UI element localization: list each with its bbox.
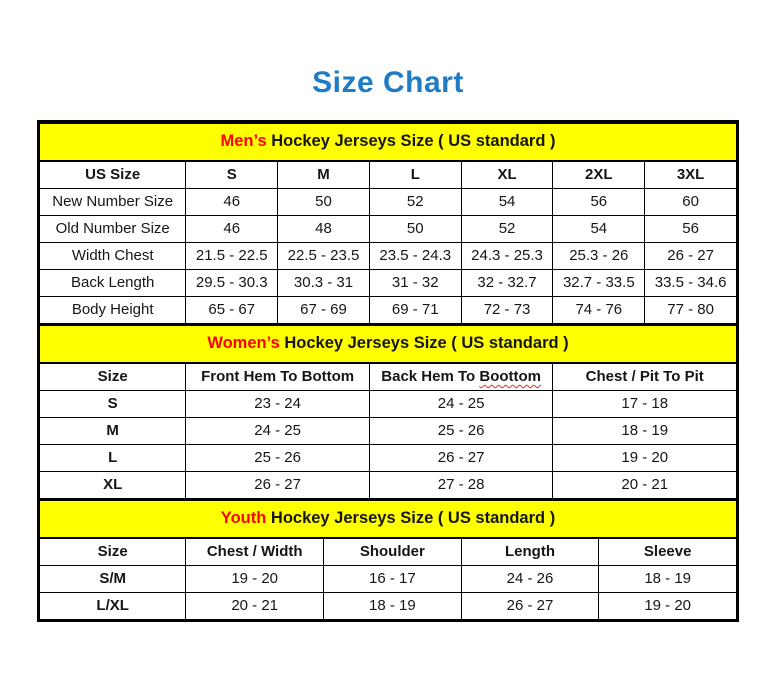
mens-header-row [40, 161, 737, 189]
column-header: XL [461, 161, 553, 189]
size-value-cell: 24 - 25 [186, 418, 370, 445]
size-value-cell: 69 - 71 [369, 297, 461, 324]
table-row [40, 593, 737, 620]
size-value-cell: 23 - 24 [186, 391, 370, 418]
table-row [40, 472, 737, 499]
column-header: 3XL [645, 161, 737, 189]
size-value-cell: 26 - 27 [186, 472, 370, 499]
size-value-cell: 18 - 19 [599, 566, 737, 593]
table-row [40, 445, 737, 472]
size-value-cell: 20 - 21 [186, 593, 324, 620]
mens-section-banner [40, 123, 737, 161]
size-value-cell: 16 - 17 [324, 566, 462, 593]
banner-highlight: Youth [220, 509, 267, 528]
column-header: Size [40, 363, 186, 391]
column-header [369, 363, 553, 391]
banner-text: Hockey Jerseys Size ( US standard ) [266, 509, 556, 528]
size-value-cell: 25 - 26 [186, 445, 370, 472]
column-header: S [186, 161, 278, 189]
size-value-cell: 25.3 - 26 [553, 243, 645, 270]
size-value-cell: 54 [553, 216, 645, 243]
banner-highlight: Men’s [220, 132, 267, 151]
table-row [40, 189, 737, 216]
womens-banner-row [40, 325, 737, 363]
row-label: Width Chest [40, 243, 186, 270]
mens-size-table [39, 122, 737, 324]
size-value-cell: 32.7 - 33.5 [553, 270, 645, 297]
size-value-cell: 72 - 73 [461, 297, 553, 324]
size-value-cell: 74 - 76 [553, 297, 645, 324]
size-value-cell: 18 - 19 [324, 593, 462, 620]
row-label: S [40, 391, 186, 418]
youth-section-banner [40, 500, 737, 538]
size-value-cell: 31 - 32 [369, 270, 461, 297]
column-header: Size [40, 538, 186, 566]
size-value-cell: 24 - 26 [461, 566, 599, 593]
size-value-cell: 56 [645, 216, 737, 243]
size-value-cell: 50 [278, 189, 370, 216]
column-header: Sleeve [599, 538, 737, 566]
size-value-cell: 26 - 27 [461, 593, 599, 620]
page-title: Size Chart [312, 66, 464, 99]
size-value-cell: 22.5 - 23.5 [278, 243, 370, 270]
size-value-cell: 60 [645, 189, 737, 216]
table-row [40, 418, 737, 445]
size-value-cell: 52 [461, 216, 553, 243]
womens-size-table [39, 324, 737, 499]
size-value-cell: 33.5 - 34.6 [645, 270, 737, 297]
size-value-cell: 26 - 27 [369, 445, 553, 472]
size-value-cell: 50 [369, 216, 461, 243]
table-row [40, 243, 737, 270]
size-value-cell: 65 - 67 [186, 297, 278, 324]
table-row [40, 391, 737, 418]
row-label: Body Height [40, 297, 186, 324]
size-value-cell: 25 - 26 [369, 418, 553, 445]
row-label: M [40, 418, 186, 445]
column-header: Shoulder [324, 538, 462, 566]
column-header: M [278, 161, 370, 189]
mens-banner-row [40, 123, 737, 161]
row-label: Back Length [40, 270, 186, 297]
womens-header-row [40, 363, 737, 391]
row-label: Old Number Size [40, 216, 186, 243]
size-value-cell: 29.5 - 30.3 [186, 270, 278, 297]
size-chart-tables [37, 120, 739, 622]
size-value-cell: 46 [186, 216, 278, 243]
size-value-cell: 46 [186, 189, 278, 216]
header-text: Back Hem To [381, 368, 480, 386]
row-label: L [40, 445, 186, 472]
size-value-cell: 18 - 19 [553, 418, 737, 445]
table-row [40, 297, 737, 324]
size-value-cell: 20 - 21 [553, 472, 737, 499]
column-header: Length [461, 538, 599, 566]
womens-section-banner [40, 325, 737, 363]
size-value-cell: 17 - 18 [553, 391, 737, 418]
table-row [40, 216, 737, 243]
size-value-cell: 21.5 - 22.5 [186, 243, 278, 270]
size-value-cell: 23.5 - 24.3 [369, 243, 461, 270]
size-value-cell: 56 [553, 189, 645, 216]
row-label: New Number Size [40, 189, 186, 216]
youth-header-row [40, 538, 737, 566]
table-row [40, 566, 737, 593]
row-label: L/XL [40, 593, 186, 620]
size-value-cell: 24.3 - 25.3 [461, 243, 553, 270]
row-label: XL [40, 472, 186, 499]
size-value-cell: 77 - 80 [645, 297, 737, 324]
column-header: 2XL [553, 161, 645, 189]
size-value-cell: 19 - 20 [553, 445, 737, 472]
size-value-cell: 19 - 20 [599, 593, 737, 620]
row-label: S/M [40, 566, 186, 593]
size-value-cell: 48 [278, 216, 370, 243]
column-header: Front Hem To Bottom [186, 363, 370, 391]
size-value-cell: 32 - 32.7 [461, 270, 553, 297]
size-value-cell: 27 - 28 [369, 472, 553, 499]
size-value-cell: 26 - 27 [645, 243, 737, 270]
misspelled-word: Boottom [479, 368, 542, 386]
size-value-cell: 52 [369, 189, 461, 216]
column-header: L [369, 161, 461, 189]
size-value-cell: 67 - 69 [278, 297, 370, 324]
column-header: Chest / Width [186, 538, 324, 566]
youth-banner-row [40, 500, 737, 538]
table-row [40, 270, 737, 297]
banner-highlight: Women’s [207, 334, 280, 353]
size-value-cell: 54 [461, 189, 553, 216]
size-value-cell: 24 - 25 [369, 391, 553, 418]
banner-text: Hockey Jerseys Size ( US standard ) [266, 132, 556, 151]
size-value-cell: 30.3 - 31 [278, 270, 370, 297]
column-header: US Size [40, 161, 186, 189]
youth-size-table [39, 499, 737, 620]
size-value-cell: 19 - 20 [186, 566, 324, 593]
column-header: Chest / Pit To Pit [553, 363, 737, 391]
banner-text: Hockey Jerseys Size ( US standard ) [279, 334, 569, 353]
